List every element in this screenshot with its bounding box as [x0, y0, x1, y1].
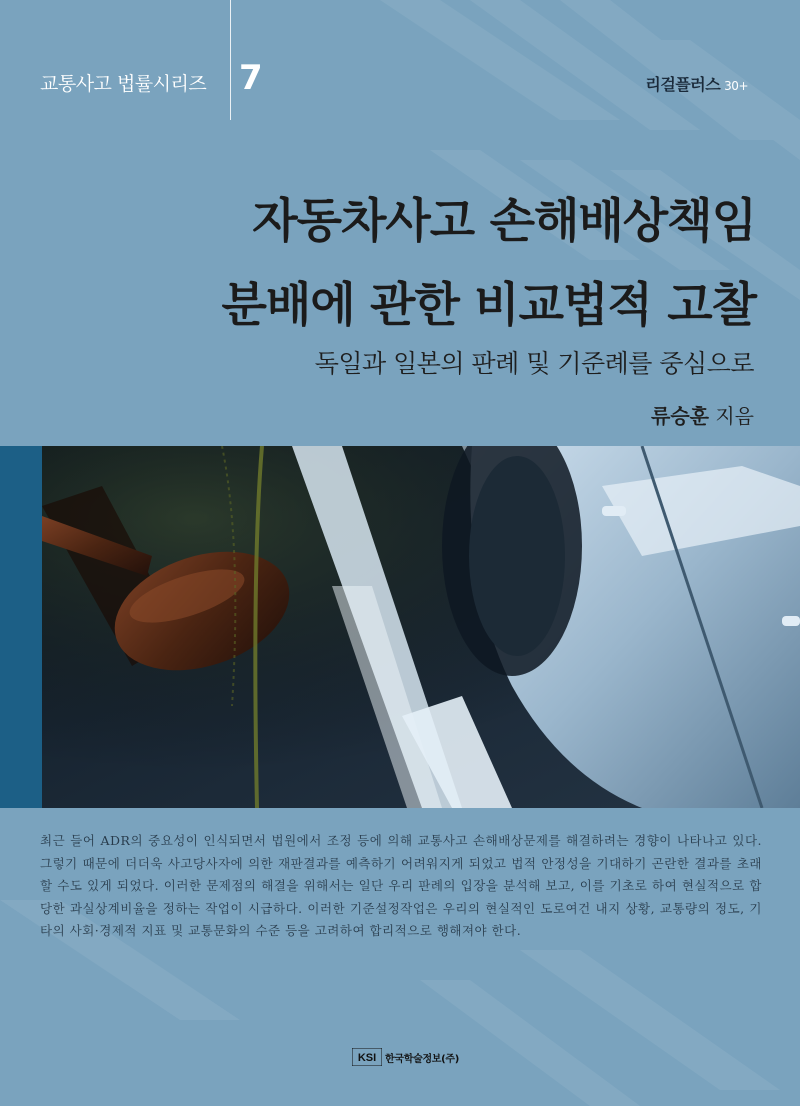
- cover-photo: [42, 446, 800, 808]
- imprint-logo: [645, 72, 748, 95]
- imprint-superscript: 30+: [724, 79, 748, 93]
- series-label: 교통사고 법률시리즈: [40, 72, 207, 95]
- book-title: [221, 180, 756, 348]
- book-subtitle: 독일과 일본의 판례 및 기준례를 중심으로: [314, 349, 754, 378]
- author-name: 류승훈: [651, 404, 709, 428]
- imprint-name: 리걸플러스: [645, 75, 721, 94]
- svg-text:KSI: KSI: [357, 1052, 377, 1064]
- accent-strip: [0, 446, 42, 808]
- series-number: 7: [239, 58, 263, 98]
- back-blurb: 최근 들어 ADR의 중요성이 인식되면서 법원에서 조정 등에 의해 교통사고 손해배상문제를 해결하려는 경향이 나타나고 있다. 그렇기 때문에 더더욱 사고당사자에 의한 재판결과를 예측하기 어려워지게 되었고 법적 안정성을 기대하기 곤란한 결과를 초래할 수도 있게 되었다. 이러한 문제점의 해결을 위해서는 일단 우리 판례의 입장을 분석해 보고, 이를 기초로 하여 현실적으로 합당한 과실상계비율을 정하는 작업이 시급하다. 이러한 기준설정작업은 우리의 현실적인 도로여건 내지 상황, 교통량의 정도, 기타의 사회·경제적 지표 및 교통문화의 수준 등을 고려하여 합리적으로 행해져야 한다.: [40, 833, 762, 938]
- author-role: 지음: [715, 404, 754, 428]
- series-header: [40, 58, 263, 102]
- author-credit: [651, 400, 754, 429]
- publisher-logo: [352, 1048, 459, 1066]
- series-divider: [230, 0, 231, 120]
- title-line-2: 분배에 관한 비교법적 고찰: [221, 278, 756, 333]
- title-line-1: 자동차사고 손해배상책임: [252, 194, 756, 249]
- ksi-logo-icon: [352, 1048, 382, 1066]
- publisher-name: 한국학술정보(주): [385, 1053, 460, 1065]
